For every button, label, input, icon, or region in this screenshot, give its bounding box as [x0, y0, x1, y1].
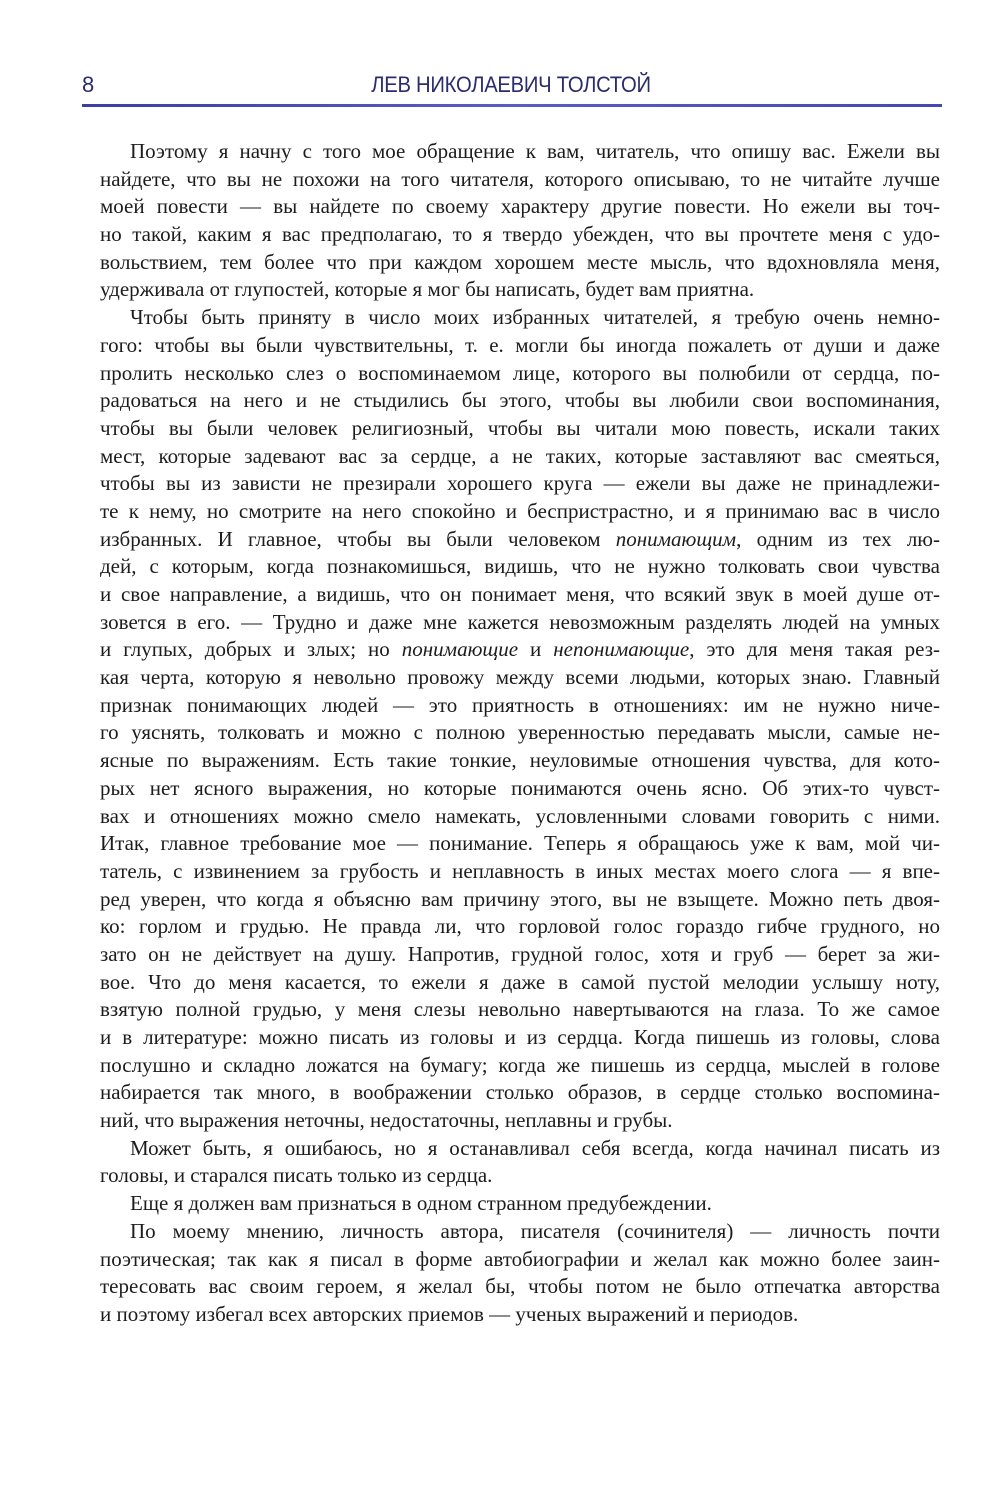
text-line — [100, 969, 940, 997]
paragraph — [100, 138, 940, 304]
body-text — [100, 138, 940, 1329]
text-segment: найдете, что вы не похожи на того читателя, которого описываю, то не читайте лучше — [100, 166, 940, 191]
text-segment: зато он не действует на душу. Напротив, грудной голос, хотя и груб — берет за жи- — [100, 941, 940, 966]
paragraph — [100, 1190, 940, 1218]
text-line — [100, 747, 940, 775]
text-line — [100, 858, 940, 886]
text-segment: взятую полной грудью, у меня слезы невольно навертываются на глаза. То же самое — [100, 997, 940, 1022]
text-line — [100, 1107, 940, 1135]
text-segment: мест, которые задевают вас за сердце, а не таких, которые заставляют вас смеяться, — [100, 443, 940, 468]
emphasis: непонимающие — [553, 637, 690, 662]
text-segment: радоваться на него и не стыдились бы этого, чтобы вы любили свои воспоминания, — [100, 388, 940, 413]
text-line — [100, 1162, 940, 1190]
text-line — [100, 498, 940, 526]
text-segment: татель, с извинением за грубость и неплавность в иных местах моего слога — я впе- — [100, 858, 940, 883]
text-segment: и в литературе: можно писать из головы и из сердца. Когда пишешь из головы, слова — [100, 1025, 940, 1049]
text-segment: Поэтому я начну с того мое обращение к вам, читатель, что опишу вас. Ежели вы — [130, 139, 940, 163]
text-line — [100, 1079, 940, 1107]
text-line — [100, 886, 940, 914]
text-segment: тересовать вас своим героем, я желал бы, чтобы потом не было отпечатка авторства — [100, 1274, 940, 1299]
text-line — [100, 1218, 940, 1246]
text-segment: Итак, главное требование мое — понимание. Теперь я обращаюсь уже к вам, мой чи- — [100, 831, 940, 856]
text-segment: Может быть, я ошибаюсь, но я останавливал себя всегда, когда начинал писать из — [130, 1135, 940, 1160]
text-segment: и свое направление, а видишь, что он понимает меня, что всякий звук в моей душе от- — [100, 582, 940, 606]
text-segment: гого: чтобы вы были чувствительны, т. е. могли бы иногда пожалеть от души и даже — [100, 332, 940, 357]
text-segment: пролить несколько слез о воспоминаемом лице, которого вы полюбили от сердца, по- — [100, 360, 940, 385]
text-segment: ред уверен, что когда я объясню вам причину этого, вы не взыщете. Можно петь двоя- — [100, 886, 940, 911]
text-line — [100, 803, 940, 831]
text-line — [100, 664, 940, 692]
text-segment: ясные по выражениям. Есть такие тонкие, неуловимые отношения чувства, для кото- — [100, 748, 940, 773]
text-segment: вольствием, тем более что при каждом хорошем месте мысль, что вдохновляла меня, — [100, 249, 940, 274]
text-segment: го уяснять, толковать и можно с полною уверенностью передавать мысли, самые не- — [100, 720, 940, 745]
text-segment: дей, с которым, когда познакомишься, видишь, что не нужно толковать свои чувства — [100, 554, 940, 579]
text-line — [100, 249, 940, 277]
running-title: ЛЕВ НИКОЛАЕВИЧ ТОЛСТОЙ — [371, 72, 651, 97]
text-line — [100, 1024, 940, 1052]
text-line — [100, 941, 940, 969]
text-segment: признак понимающих людей — это приятность в отношениях: им не нужно ниче- — [100, 692, 940, 717]
text-line — [100, 138, 940, 166]
text-segment: вах и отношениях можно смело намекать, условленными словами говорить с ними. — [100, 803, 940, 828]
text-segment: удерживала от глупостей, которые я мог бы написать, будет вам приятна. — [100, 277, 755, 302]
text-line — [100, 636, 940, 664]
text-line — [100, 360, 940, 388]
text-line — [100, 609, 940, 637]
text-segment: послушно и складно ложатся на бумагу; когда же пишешь из сердца, мыслей в голове — [100, 1052, 940, 1077]
text-segment: По моему мнению, личность автора, писателя (сочинителя) — личность почти — [130, 1218, 940, 1243]
text-line — [100, 166, 940, 194]
text-segment: набирается так много, в воображении столько образов, в сердце столько воспомина- — [100, 1080, 940, 1105]
text-line — [100, 1246, 940, 1274]
text-segment: ко: горлом и грудью. Не правда ли, что горловой голос гораздо гибче грудного, но — [100, 914, 940, 939]
text-segment: , это для меня такая рез- — [689, 637, 940, 662]
text-line — [100, 415, 940, 443]
emphasis: понимающие — [401, 637, 519, 662]
text-segment: Чтобы быть приняту в число моих избранных читателей, я требую очень немно- — [130, 305, 940, 330]
page-number: 8 — [82, 72, 95, 97]
text-line — [100, 443, 940, 471]
text-segment: и поэтому избегал всех авторских приемов — ученых выражений и периодов. — [100, 1301, 799, 1326]
text-segment: ний, что выражения неточны, недостаточны, неплавны и грубы. — [100, 1108, 673, 1133]
header-rule — [82, 104, 942, 107]
text-line — [100, 996, 940, 1024]
text-segment: вое. Что до меня касается, то ежели я даже в самой пустой мелодии услышу ноту, — [100, 969, 940, 994]
text-line — [100, 304, 940, 332]
text-line — [100, 1273, 940, 1301]
text-segment: и — [518, 637, 554, 662]
text-segment: и глупых, добрых и злых; но — [100, 637, 402, 662]
text-line — [100, 1135, 940, 1163]
text-line — [100, 692, 940, 720]
text-line — [100, 913, 940, 941]
text-segment: чтобы вы из зависти не презирали хорошего круга — ежели вы даже не принадлежи- — [100, 471, 940, 496]
text-line — [100, 526, 940, 554]
text-line — [100, 470, 940, 498]
text-line — [100, 276, 940, 304]
text-segment: головы, и старался писать только из сердца. — [100, 1163, 493, 1188]
text-segment: моей повести — вы найдете по своему характеру другие повести. Но ежели вы точ- — [100, 194, 940, 219]
text-line — [100, 221, 940, 249]
text-line — [100, 1301, 940, 1329]
text-segment: избранных. И главное, чтобы вы были человеком — [100, 526, 616, 551]
text-segment: зовется в его. — Трудно и даже мне кажется невозможным разделять людей на умных — [100, 609, 940, 634]
text-segment: поэтическая; так как я писал в форме автобиографии и желал как можно более заин- — [100, 1246, 940, 1271]
text-line — [100, 1190, 940, 1218]
text-line — [100, 830, 940, 858]
emphasis: понимающим — [615, 526, 737, 551]
paragraph — [100, 1135, 940, 1190]
text-line — [100, 387, 940, 415]
text-line — [100, 581, 940, 609]
text-segment: те к нему, но смотрите на него спокойно и беспристрастно, и я принимаю вас в число — [100, 498, 940, 523]
paragraph — [100, 304, 940, 1135]
paragraph — [100, 1218, 940, 1329]
text-segment: , одним из тех лю- — [736, 526, 940, 551]
text-segment: но такой, каким я вас предполагаю, то я твердо убежден, что вы прочтете меня с удо- — [100, 222, 940, 247]
text-line — [100, 1052, 940, 1080]
text-line — [100, 193, 940, 221]
text-line — [100, 775, 940, 803]
text-line — [100, 553, 940, 581]
text-line — [100, 332, 940, 360]
text-segment: чтобы вы были человек религиозный, чтобы вы читали мою повесть, искали таких — [100, 415, 940, 440]
text-segment: Еще я должен вам признаться в одном странном предубеждении. — [130, 1191, 712, 1216]
text-segment: рых нет ясного выражения, но которые понимаются очень ясно. Об этих-то чувст- — [100, 775, 940, 800]
text-segment: кая черта, которую я невольно провожу между всеми людьми, которых знаю. Главный — [100, 665, 940, 690]
text-line — [100, 719, 940, 747]
